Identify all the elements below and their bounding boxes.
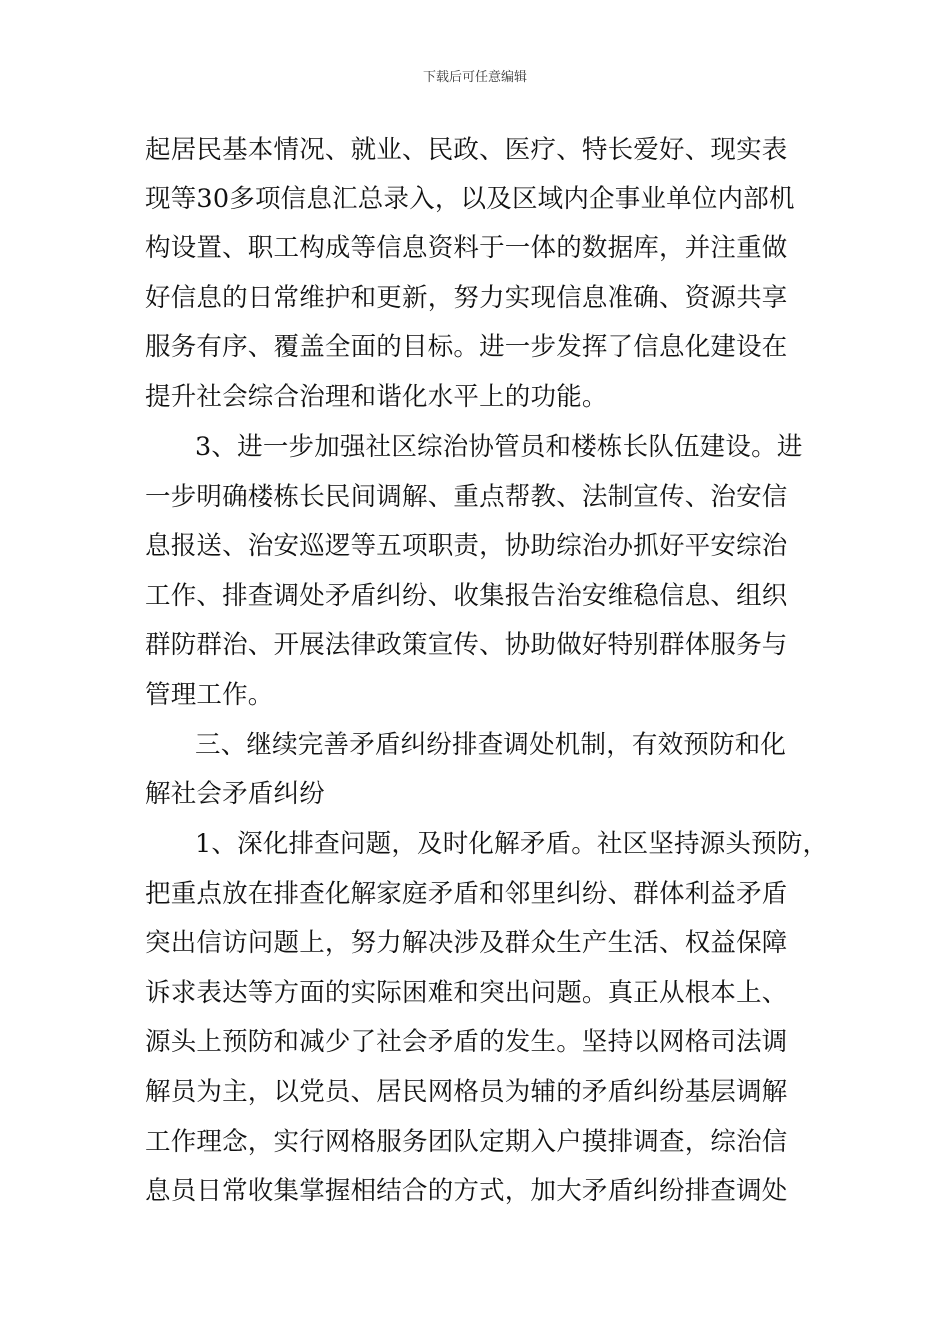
text-line: 提升社会综合治理和谐化水平上的功能。 [145, 382, 608, 412]
text-line: 源头上预防和减少了社会矛盾的发生。坚持以网格司法调 [145, 1027, 788, 1057]
text-line: 现等30多项信息汇总录入，以及区域内企事业单位内部机 [145, 184, 795, 214]
text-line: 解员为主，以党员、居民网格员为辅的矛盾纠纷基层调解 [145, 1077, 788, 1107]
text-line: 把重点放在排查化解家庭矛盾和邻里纠纷、群体利益矛盾 [145, 879, 788, 909]
text-line: 息员日常收集掌握相结合的方式，加大矛盾纠纷排查调处 [145, 1176, 788, 1206]
text-line: 突出信访问题上，努力解决涉及群众生产生活、权益保障 [145, 928, 788, 958]
text-line: 3、进一步加强社区综治协管员和楼栋长队伍建设。进 [195, 432, 803, 462]
text-line: 好信息的日常维护和更新，努力实现信息准确、资源共享 [145, 283, 788, 313]
text-line: 工作、排查调处矛盾纠纷、收集报告治安维稳信息、组织 [145, 581, 788, 611]
text-line: 群防群治、开展法律政策宣传、协助做好特别群体服务与 [145, 630, 788, 660]
section-heading-line: 三、继续完善矛盾纠纷排查调处机制，有效预防和化 [195, 730, 787, 760]
text-line: 息报送、治安巡逻等五项职责，协助综治办抓好平安综治 [145, 531, 788, 561]
text-line: 管理工作。 [145, 680, 274, 710]
text-line: 一步明确楼栋长民间调解、重点帮教、法制宣传、治安信 [145, 482, 788, 512]
page-header: 下载后可任意编辑 [422, 70, 527, 85]
text-line: 服务有序、覆盖全面的目标。进一步发挥了信息化建设在 [145, 332, 788, 362]
text-line: 起居民基本情况、就业、民政、医疗、特长爱好、现实表 [145, 135, 788, 165]
text-line: 诉求表达等方面的实际困难和突出问题。真正从根本上、 [145, 978, 788, 1008]
text-line: 1、深化排查问题，及时化解矛盾。社区坚持源头预防， [195, 829, 829, 859]
text-line: 工作理念，实行网格服务团队定期入户摸排调查，综治信 [145, 1127, 788, 1157]
section-heading-line: 解社会矛盾纠纷 [145, 779, 325, 809]
text-line: 构设置、职工构成等信息资料于一体的数据库，并注重做 [145, 233, 788, 263]
